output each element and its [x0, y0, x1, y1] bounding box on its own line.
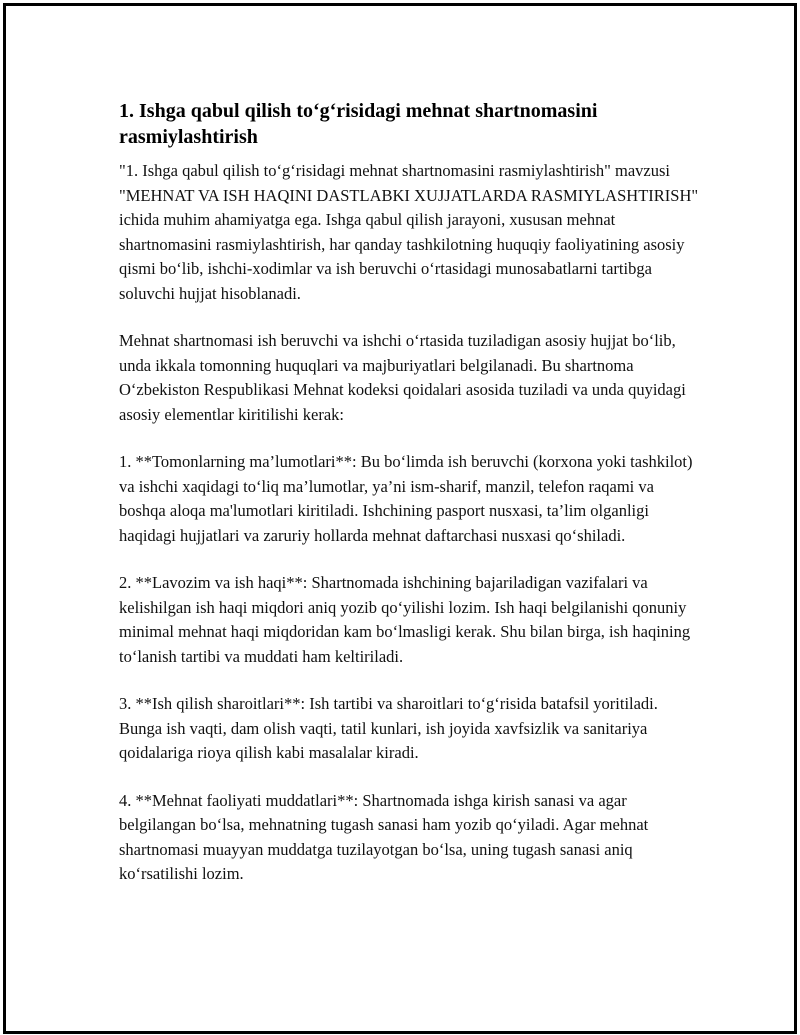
document-title: 1. Ishga qabul qilish to‘g‘risidagi mehnat shartnomasini rasmiylashtirish: [119, 100, 598, 148]
document-body: [119, 98, 699, 910]
position-salary-paragraph: 2. **Lavozim va ish haqi**: Shartnomada ishchining bajariladigan vazifalari va kelishilgan ish haqi miqdori aniq yozib qo‘yilishi lozim. Ish haqi belgilanishi qonuniy minimal mehnat haqi miqdoridan kam bo‘lmasligi kerak. Shu bilan birga, ish haqining to‘lanish tartibi va muddati ham keltiriladi.: [119, 573, 691, 666]
work-conditions-paragraph: 3. **Ish qilish sharoitlari**: Ish tartibi va sharoitlari to‘g‘risida batafsil yoritiladi. Bunga ish vaqti, dam olish vaqti, tatil kunlari, ish joyida xavfsizlik va sanitariya qoidalariga rioya qilish kabi masalalar kiradi.: [119, 694, 658, 762]
intro-paragraph: "1. Ishga qabul qilish to‘g‘risidagi mehnat shartnomasini rasmiylashtirish" mavzusi "MEHNAT VA ISH HAQINI DASTLABKI XUJJATLARDA RASMIYLASHTIRISH" ichida muhim ahamiyatga ega. Ishga qabul qilish jarayoni, xususan mehnat shartnomasini rasmiylashtirish, har qanday tashkilotning huquqiy faoliyatining asosiy qismi bo‘lib, ishchi-xodimlar va ish beruvchi o‘rtasidagi munosabatlarni tartibga soluvchi hujjat hisoblanadi.: [119, 161, 699, 303]
parties-info-paragraph: 1. **Tomonlarning ma’lumotlari**: Bu bo‘limda ish beruvchi (korxona yoki tashkilot) va ishchi xaqidagi to‘liq ma’lumotlar, ya’ni ism-sharif, manzil, telefon raqami va boshqa aloqa ma'lumotlari kiritiladi. Ishchining pasport nusxasi, ta’lim olganligi haqidagi hujjatlari va zaruriy hollarda mehnat daftarchasi nusxasi qo‘shiladi.: [119, 452, 693, 545]
work-period-paragraph: 4. **Mehnat faoliyati muddatlari**: Shartnomada ishga kirish sanasi va agar belgilangan bo‘lsa, mehnatning tugash sanasi ham yozib qo‘yiladi. Agar mehnat shartnomasi muayyan muddatga tuzilayotgan bo‘lsa, uning tugash sanasi aniq ko‘rsatilishi lozim.: [119, 790, 649, 883]
page-frame: [3, 3, 797, 1034]
contract-overview-paragraph: Mehnat shartnomasi ish beruvchi va ishchi o‘rtasida tuziladigan asosiy hujjat bo‘lib, unda ikkala tomonning huquqlari va majburiyatlari belgilanadi. Bu shartnoma O‘zbekiston Respublikasi Mehnat kodeksi qoidalari asosida tuziladi va unda quyidagi asosiy elementlar kiritilishi kerak:: [119, 331, 686, 424]
